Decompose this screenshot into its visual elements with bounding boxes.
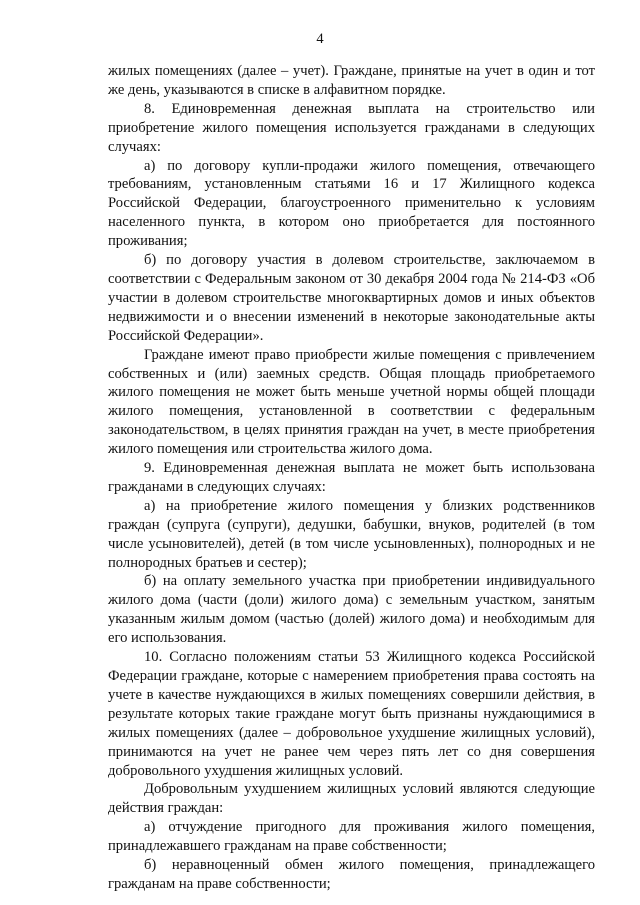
paragraph-voluntary-worsening: Добровольным ухудшением жилищных условий являются следующие действия граждан: [108,781,595,817]
document-body [108,62,595,894]
paragraph-continuation: жилых помещениях (далее – учет). Граждане, принятые на учет в один и тот же день, указываются в списке в алфавитном порядке. [108,63,595,98]
paragraph-item-10a: а) отчуждение пригодного для проживания жилого помещения, принадлежавшего гражданам на праве собственности; [108,819,595,855]
paragraph-item-9b: б) на оплату земельного участка при приобретении индивидуального жилого дома (части (доли) жилого дома) с земельным участком, занятым указанным жилым домом (частью (долей) жилого дома) и необходимым для его использования. [108,573,595,647]
paragraph-item-8a: а) по договору купли-продажи жилого помещения, отвечающего требованиям, установленным статьями 16 и 17 Жилищного кодекса Российской Федерации, благоустроенного применительно к условиям населенного пункта, в котором оно приобретается для постоянного проживания; [108,157,595,250]
paragraph-item-9a: а) на приобретение жилого помещения у близких родственников граждан (супруга (супруги), дедушки, бабушки, внуков, родителей (в том числе усыновителей), детей (в том числе усыновленных), полнородных и не полнородных братьев и сестер); [108,497,595,571]
paragraph-citizens-rights: Граждане имеют право приобрести жилые помещения с привлечением собственных и (или) заемных средств. Общая площадь приобретаемого жилого помещения не может быть меньше учетной нормы общей площади жилого помещения, установленной в соответствии с федеральным законодательством, в целях принятия граждан на учет, в месте приобретения жилого помещения или строительства жилого дома. [108,346,595,458]
paragraph-item-9: 9. Единовременная денежная выплата не может быть использована гражданами в следующих случаях: [108,460,595,495]
paragraph-item-10b: б) неравноценный обмен жилого помещения, принадлежащего гражданам на праве собственности; [108,857,595,892]
paragraph-item-10: 10. Согласно положениям статьи 53 Жилищного кодекса Российской Федерации граждане, которые с намерением приобретения права состоять на учете в качестве нуждающихся в жилых помещениях совершили действия, в результате которых такие граждане могут быть признаны нуждающимися в жилых помещениях (далее – добровольное ухудшение жилищных условий), принимаются на учет не ранее чем через пять лет со дня совершения добровольного ухудшения жилищных условий. [108,649,595,779]
page-number: 4 [316,31,324,47]
paragraph-item-8b: б) по договору участия в долевом строительстве, заключаемом в соответствии с Федеральным законом от 30 декабря 2004 года № 214-ФЗ «Об участии в долевом строительстве многоквартирных домов и иных объектов недвижимости и о внесении изменений в некоторые законодательные акты Российской Федерации». [108,252,595,344]
paragraph-item-8: 8. Единовременная денежная выплата на строительство или приобретение жилого помещения используется гражданами в следующих случаях: [108,100,595,155]
